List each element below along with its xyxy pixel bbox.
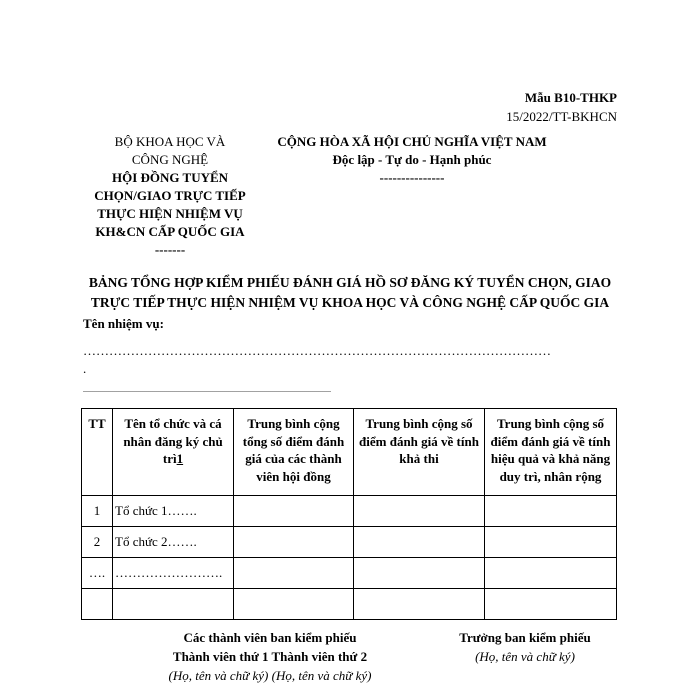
title-line2: TRỰC TIẾP THỰC HIỆN NHIỆM VỤ KHOA HỌC VÀ CÔNG NGHỆ CẤP QUỐC GIA xyxy=(90,295,610,310)
row-organization xyxy=(113,589,234,620)
task-name-fill-line2: . xyxy=(83,361,87,376)
national-motto-block xyxy=(262,133,562,187)
nation-divider: --------------- xyxy=(379,170,445,185)
committee-signature-note: (Họ, tên và chữ ký) (Họ, tên và chữ ký) xyxy=(168,668,372,683)
row-index: 1 xyxy=(82,496,113,527)
head-signature-note: (Họ, tên và chữ ký) xyxy=(475,649,575,664)
table-row xyxy=(82,527,617,558)
table-row xyxy=(82,496,617,527)
head-title: Trưởng ban kiểm phiếu xyxy=(459,630,591,645)
table-header-row xyxy=(82,409,617,496)
council-name-line4: KH&CN CẤP QUỐC GIA xyxy=(95,224,245,239)
row-organization: Tổ chức 2……. xyxy=(113,527,234,558)
header-organization-text: Tên tổ chức và cá nhân đăng ký chủ trì xyxy=(123,416,223,466)
header-feasibility-average: Trung bình cộng số điểm đánh giá về tính khả thi xyxy=(354,409,485,496)
header-index: TT xyxy=(82,409,113,496)
row-feasibility-average xyxy=(354,496,485,527)
row-effectiveness-average xyxy=(485,527,617,558)
row-total-average xyxy=(234,496,354,527)
council-name-line2: CHỌN/GIAO TRỰC TIẾP xyxy=(94,188,246,203)
row-index xyxy=(82,589,113,620)
row-index: 2 xyxy=(82,527,113,558)
row-effectiveness-average xyxy=(485,496,617,527)
committee-head-signature xyxy=(445,628,605,666)
score-summary-table xyxy=(81,408,617,620)
nation-name: CỘNG HÒA XÃ HỘI CHỦ NGHĨA VIỆT NAM xyxy=(277,134,547,149)
title-line1: BẢNG TỔNG HỢP KIỂM PHIẾU ĐÁNH GIÁ HỒ SƠ ĐĂNG KÝ TUYỂN CHỌN, GIAO xyxy=(88,275,612,290)
document-title xyxy=(70,273,630,313)
table-row xyxy=(82,589,617,620)
circular-number: 15/2022/TT-BKHCN xyxy=(506,109,617,124)
row-organization: ……………………. xyxy=(113,558,234,589)
ministry-divider: ------- xyxy=(154,242,186,257)
council-name-line3: THỰC HIỆN NHIỆM VỤ xyxy=(97,206,243,221)
row-organization: Tổ chức 1……. xyxy=(113,496,234,527)
row-total-average xyxy=(234,527,354,558)
row-index: …. xyxy=(82,558,113,589)
row-feasibility-average xyxy=(354,589,485,620)
form-code: Mẫu B10-THKP xyxy=(524,90,617,105)
row-feasibility-average xyxy=(354,527,485,558)
row-total-average xyxy=(234,589,354,620)
table-row xyxy=(82,558,617,589)
counting-committee-signature xyxy=(150,628,390,685)
committee-members: Thành viên thứ 1 Thành viên thứ 2 xyxy=(172,649,368,664)
row-effectiveness-average xyxy=(485,558,617,589)
ministry-name-line1: BỘ KHOA HỌC VÀ xyxy=(114,134,226,149)
ministry-name-line2: CÔNG NGHỆ xyxy=(131,152,209,167)
header-effectiveness-average: Trung bình cộng số điểm đánh giá về tính hiệu quả và khả năng duy trì, nhân rộng xyxy=(485,409,617,496)
council-name-line1: HỘI ĐỒNG TUYỂN xyxy=(111,170,229,185)
committee-title: Các thành viên ban kiểm phiếu xyxy=(183,630,357,645)
header-organization xyxy=(113,409,234,496)
row-feasibility-average xyxy=(354,558,485,589)
task-name-fill-line3: ............................................................................................................................ xyxy=(83,385,331,394)
nation-motto: Độc lập - Tự do - Hạnh phúc xyxy=(332,152,492,167)
task-name-fill-line1: ……………………………………………………………………………………………… xyxy=(83,343,551,358)
row-effectiveness-average xyxy=(485,589,617,620)
footnote-reference: 1 xyxy=(176,451,184,466)
header-total-average: Trung bình cộng tổng số điểm đánh giá của các thành viên hội đồng xyxy=(234,409,354,496)
task-name-label: Tên nhiệm vụ: xyxy=(83,316,164,331)
ministry-block xyxy=(70,133,270,259)
row-total-average xyxy=(234,558,354,589)
